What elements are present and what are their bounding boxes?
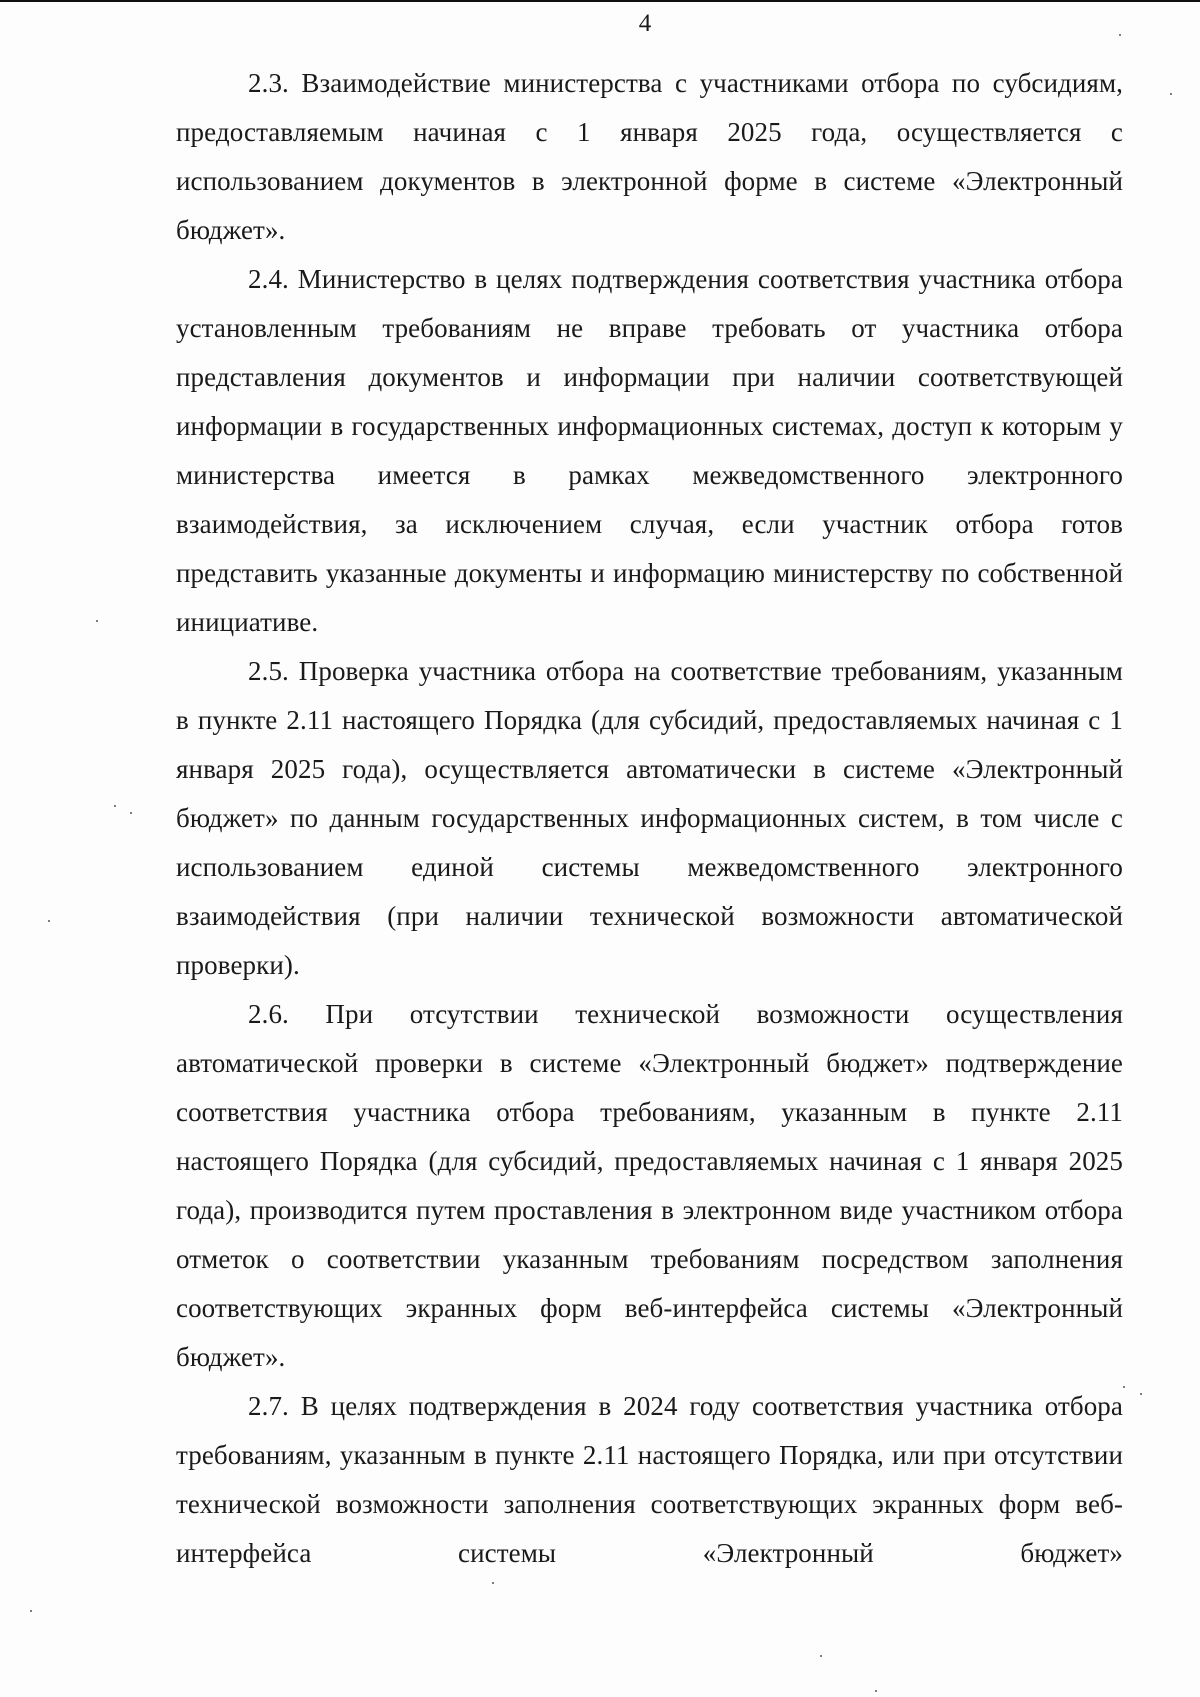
document-body [176,59,1123,1578]
paragraph-2-7: 2.7. В целях подтверждения в 2024 году соответствия участника отбора требованиям, указанным в пункте 2.11 настоящего Порядка, или при отсутствии технической возможности заполнения соответствующих экранных форм веб-интерфейса системы «Электронный бюджет» [176,1391,1123,1568]
paragraph-2-5: 2.5. Проверка участника отбора на соответствие требованиям, указанным в пункте 2.11 настоящего Порядка (для субсидий, предоставляемых начиная с 1 января 2025 года), осуществляется автоматически в системе «Электронный бюджет» по данным государственных информационных систем, в том числе с использованием единой системы межведомственного электронного взаимодействия (при наличии технической возможности автоматической проверки). [176,656,1123,980]
paragraph-2-6: 2.6. При отсутствии технической возможности осуществления автоматической проверки в системе «Электронный бюджет» подтверждение соответствия участника отбора требованиям, указанным в пункте 2.11 настоящего Порядка (для субсидий, предоставляемых начиная с 1 января 2025 года), производится путем проставления в электронном виде участником отбора отметок о соответствии указанным требованиям посредством заполнения соответствующих экранных форм веб-интерфейса системы «Электронный бюджет». [176,999,1123,1372]
paragraph-2-3: 2.3. Взаимодействие министерства с участниками отбора по субсидиям, предоставляемым начиная с 1 января 2025 года, осуществляется с использованием документов в электронной форме в системе «Электронный бюджет». [176,68,1123,245]
scan-speck [820,1655,822,1657]
scan-speck [30,1610,32,1612]
scan-speck [1119,34,1121,36]
scan-speck [875,1690,877,1692]
scan-speck [492,1582,494,1584]
page-number: 4 [638,10,652,37]
top-border-line [0,0,1200,2]
scan-speck [96,620,98,622]
paragraph-2-4: 2.4. Министерство в целях подтверждения соответствия участника отбора установленным требованиям не вправе требовать от участника отбора представления документов и информации при наличии соответствующей информации в государственных информационных системах, доступ к которым у министерства имеется в рамках межведомственного электронного взаимодействия, за исключением случая, если участник отбора готов представить указанные документы и информацию министерству по собственной инициативе. [176,264,1123,637]
scan-speck [48,920,50,922]
scan-speck [1170,93,1172,95]
scan-speck [130,812,132,814]
scan-speck [114,805,116,807]
scan-speck [1140,1393,1142,1395]
scan-speck [1123,1386,1125,1388]
